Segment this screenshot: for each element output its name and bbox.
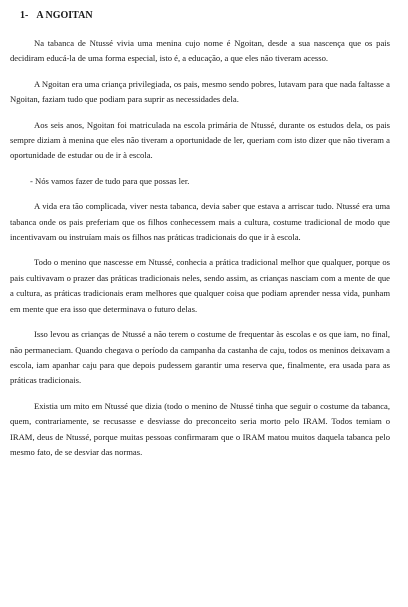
dialogue-line: - Nós vamos fazer de tudo para que possas ler. <box>30 175 190 186</box>
chapter-title: A NGOITAN <box>36 10 93 21</box>
chapter-number: 1- <box>20 10 29 21</box>
paragraph: Isso levou as crianças de Ntussé a não terem o costume de frequentar às escolas e os que iam, no final, não permaneciam. Quando chegava o período da campanha da castanha de caju, todos os meninos deixavam a escola, iam apanhar caju para que depois pudessem garantir uma reserva que, finalmente, era usada para as práticas tradicionais. <box>10 329 390 386</box>
paragraph: Aos seis anos, Ngoitan foi matriculada na escola primária de Ntussé, durante os estudos dela, os pais sempre diziam à menina que eles não tiveram a oportunidade de ler, queriam com isto dizer que não tiveram a oportunidade de estudar ou de ir à escola. <box>10 119 390 161</box>
chapter-heading <box>20 9 390 22</box>
paragraph: A vida era tão complicada, viver nesta tabanca, devia saber que estava a arriscar tudo. Ntussé era uma tabanca onde os pais preferiam que os filhos conhecessem mais a cultura, costume tradicional de modo que incentivavam ou instruíam mais os filhos nas práticas tradicionais do que ir à escola. <box>10 201 390 243</box>
paragraph: Todo o menino que nascesse em Ntussé, conhecia a prática tradicional melhor que qualquer, porque os pais cultivavam o prazer das práticas tradicionais neles, sendo assim, as crianças nasciam com a mente de que a cultura, as práticas tradicionais eram melhores que qualquer coisa que podiam aprender nessa vida, punham em mente que era isso que determinava o futuro delas. <box>10 257 390 314</box>
paragraph: Existia um mito em Ntussé que dizia (todo o menino de Ntussé tinha que seguir o costume da tabanca, quem, contrariamente, se recusasse e desviasse do preconceito seria morto pelo IRAM. Todos temiam o IRAM, deus de Ntussé, porque muitas pessoas confirmaram que o IRAM matou muitos daquela tabanca pelo mesmo fato, de se desviar das normas. <box>10 400 390 457</box>
paragraph: Na tabanca de Ntussé vivia uma menina cujo nome é Ngoitan, desde a sua nascença que os pais decidiram educá-la de uma forma especial, isto é, a educação, a que eles não tiveram acesso. <box>10 38 390 64</box>
paragraph: A Ngoitan era uma criança privilegiada, os pais, mesmo sendo pobres, lutavam para que nada faltasse a Ngoitan, faziam tudo que podiam para suprir as necessidades dela. <box>10 78 390 105</box>
